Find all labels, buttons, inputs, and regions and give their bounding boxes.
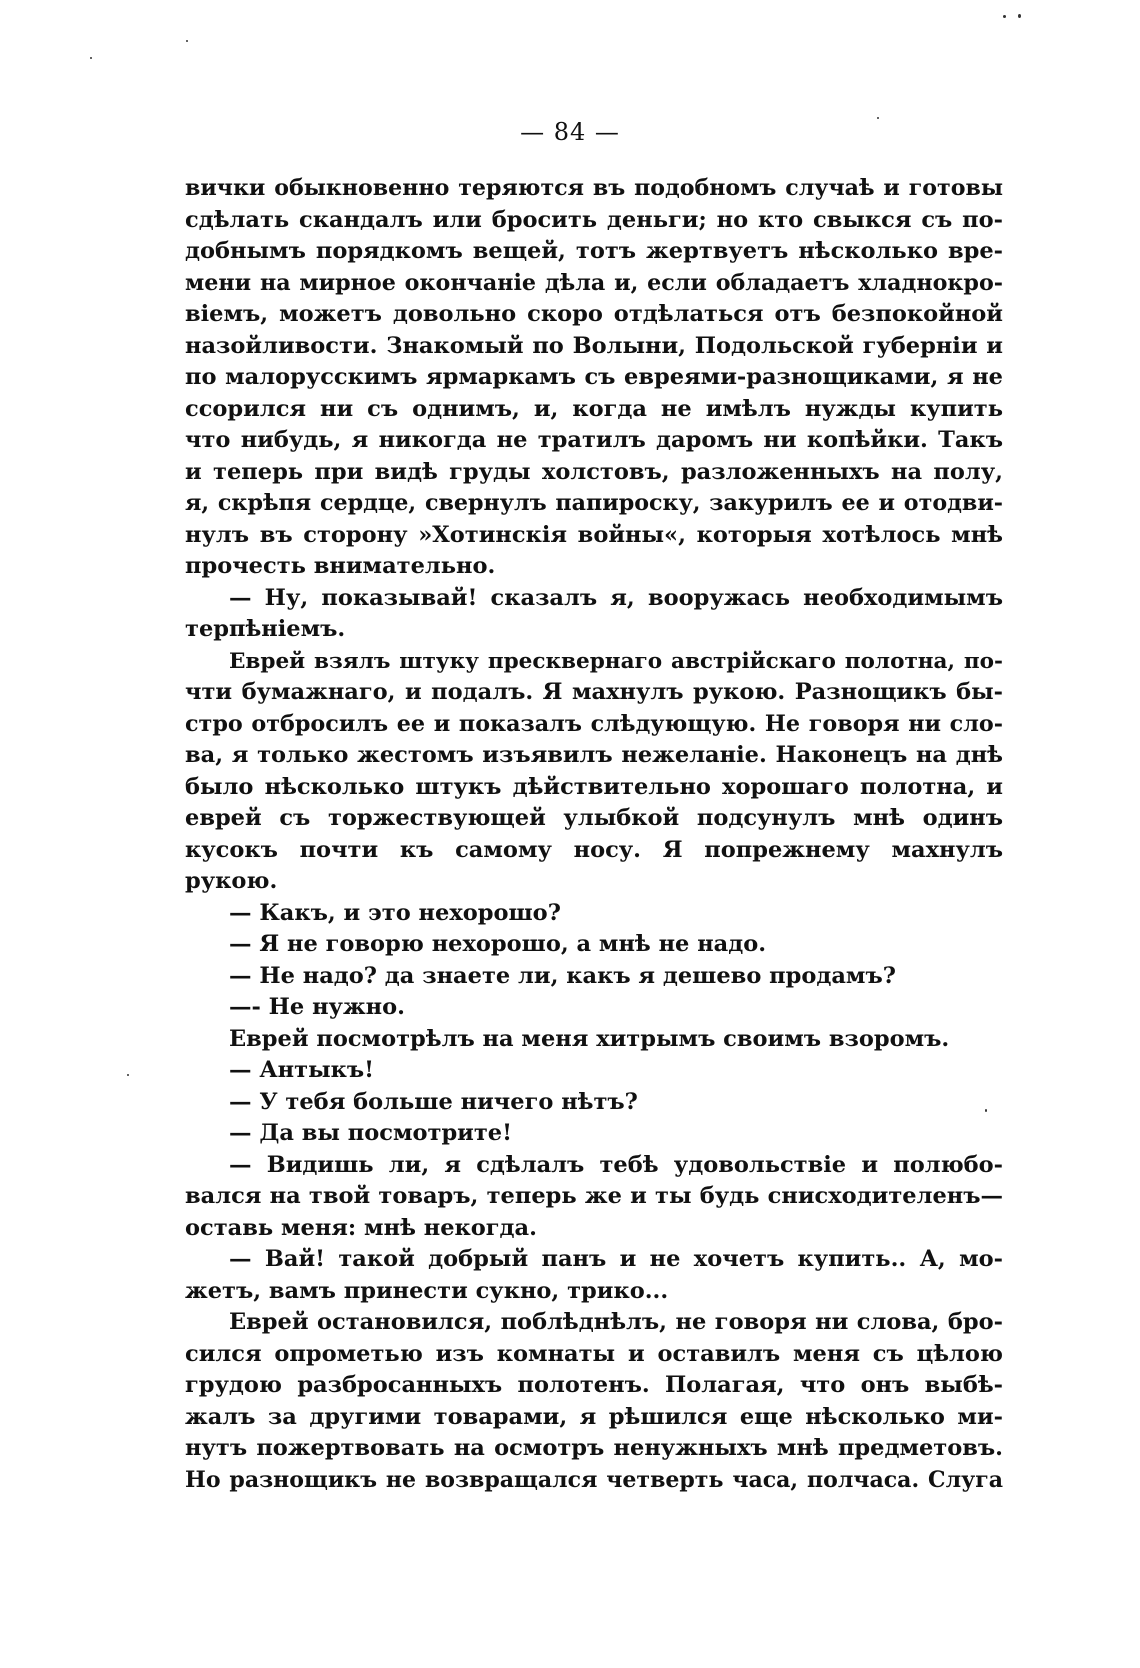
text-line: по малорусскимъ ярмаркамъ съ евреями-разнощиками, я не (185, 364, 1003, 390)
text-line: — У тебя больше ничего нѣтъ? (229, 1088, 638, 1115)
scan-speck (877, 117, 879, 119)
text-line: — Я не говорю нехорошо, а мнѣ не надо. (229, 931, 767, 957)
text-line: терпѣніемъ. (185, 616, 346, 642)
text-line: нулъ въ сторону »Хотинскія войны«, которыя хотѣлось мнѣ (185, 521, 1003, 548)
scan-speck (985, 1109, 987, 1112)
text-line: чти бумажнаго, и подалъ. Я махнулъ рукою. Разнощикъ бы- (185, 679, 1003, 705)
text-line: оставь меня: мнѣ некогда. (185, 1214, 537, 1241)
text-line: — Какъ, и это нехорошо? (229, 899, 561, 926)
text-line: добнымъ порядкомъ вещей, тотъ жертвуетъ нѣсколько вре- (185, 238, 1003, 264)
text-line: было нѣсколько штукъ дѣйствительно хорошаго полотна, и (185, 773, 1003, 800)
text-line: вался на твой товаръ, теперь же и ты будь снисходителенъ— (185, 1183, 1003, 1209)
text-line: — Не надо? да знаете ли, какъ я дешево продамъ? (229, 962, 896, 989)
body-text (185, 173, 1003, 1496)
text-line: ссорился ни съ однимъ, и, когда не имѣлъ нужды купить (185, 395, 1003, 422)
text-line: —- Не нужно. (229, 994, 405, 1020)
page-number: — 84 — (520, 118, 620, 146)
text-line: Но разнощикъ не возвращался четверть часа, полчаса. Слуга (185, 1466, 1003, 1493)
text-line: стро отбросилъ ее и показалъ слѣдующую. Не говоря ни сло- (185, 710, 1003, 737)
text-line: нутъ пожертвовать на осмотръ ненужныхъ мнѣ предметовъ. (185, 1435, 1003, 1461)
text-line: — Да вы посмотрите! (229, 1120, 512, 1146)
scan-speck (90, 57, 92, 59)
text-line: — Вай! такой добрый панъ и не хочетъ купить.. А, мо- (229, 1246, 1003, 1272)
text-line: Еврей посмотрѣлъ на меня хитрымъ своимъ взоромъ. (229, 1025, 950, 1052)
text-line: вички обыкновенно теряются въ подобномъ случаѣ и готовы (185, 175, 1003, 201)
text-line: грудою разбросанныхъ полотенъ. Полагая, что онъ выбѣ- (185, 1372, 1003, 1398)
scan-speck (1003, 15, 1006, 18)
text-line: и теперь при видѣ груды холстовъ, разложенныхъ на полу, (185, 458, 1003, 485)
text-line: еврей съ торжествующей улыбкой подсунулъ мнѣ одинъ (185, 805, 1003, 831)
text-line: сился опрометью изъ комнаты и оставилъ меня съ цѣлою (185, 1340, 1003, 1367)
text-line: я, скрѣпя сердце, свернулъ папироску, закурилъ ее и отодви- (185, 490, 1003, 516)
text-line: ва, я только жестомъ изъявилъ нежеланіе. Наконецъ на днѣ (185, 742, 1003, 768)
text-line: кусокъ почти къ самому носу. Я попрежнему махнулъ (185, 836, 1003, 863)
scan-speck (186, 40, 188, 42)
text-line: Еврей остановился, поблѣднѣлъ, не говоря ни слова, бро- (229, 1309, 1003, 1335)
text-line: жетъ, вамъ принести сукно, трико... (185, 1277, 669, 1304)
text-line: что нибудь, я никогда не тратилъ даромъ ни копѣйки. Такъ (185, 427, 1003, 453)
text-line: мени на мирное окончаніе дѣла и, если обладаетъ хладнокро- (185, 269, 1003, 296)
text-line: — Антыкъ! (229, 1057, 375, 1083)
text-line: — Ну, показывай! сказалъ я, вооружась необходимымъ (229, 584, 1003, 611)
text-line: назойливости. Знакомый по Волыни, Подольской губерніи и (185, 332, 1003, 359)
text-line: жалъ за другими товарами, я рѣшился еще нѣсколько ми- (185, 1403, 1003, 1430)
text-line: Еврей взялъ штуку пресквернаго австрійскаго полотна, по- (229, 648, 1003, 674)
text-line: рукою. (185, 868, 278, 894)
scan-speck (1018, 14, 1021, 18)
text-line: сдѣлать скандалъ или бросить деньги; но кто свыкся съ по- (185, 206, 1003, 233)
text-line: віемъ, можетъ довольно скоро отдѣлаться отъ безпокойной (185, 301, 1003, 327)
text-line: прочесть внимательно. (185, 553, 496, 579)
text-line: — Видишь ли, я сдѣлалъ тебѣ удовольствіе и полюбо- (229, 1151, 1003, 1178)
scan-speck (127, 1074, 129, 1076)
